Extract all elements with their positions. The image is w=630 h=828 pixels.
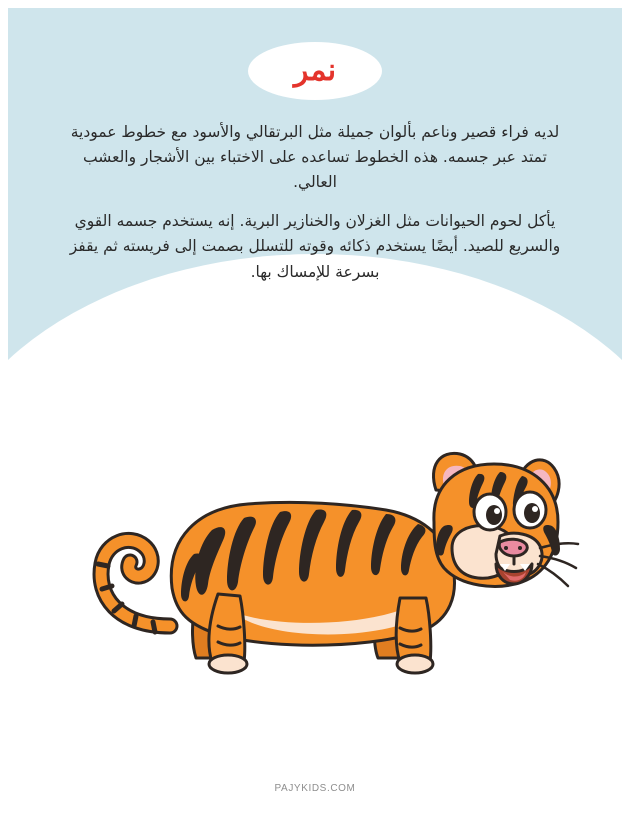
- paragraph-2: يأكل لحوم الحيوانات مثل الغزلان والخنازير البرية. إنه يستخدم جسمه القوي والسريع للصيد. أيضًا يستخدم ذكائه وقوته للتسلل بصمت إلى فريسته ثم يقفز بسرعة للإمساك بها.: [69, 212, 561, 281]
- page-title: نمر: [293, 54, 337, 87]
- paragraph-1: لديه فراء قصير وناعم بألوان جميلة مثل البرتقالي والأسود مع خطوط عمودية تمتد عبر جسمه. هذه الخطوط تساعده على الاختباء بين الأشجار والعشب العالي.: [70, 123, 560, 192]
- footer-credit: PAJYKIDS.COM: [274, 783, 356, 794]
- title-badge: [248, 42, 382, 100]
- description-text: [68, 120, 562, 285]
- tiger-svg: [48, 358, 588, 698]
- tiger-illustration: [48, 358, 588, 698]
- content-card: [8, 8, 622, 808]
